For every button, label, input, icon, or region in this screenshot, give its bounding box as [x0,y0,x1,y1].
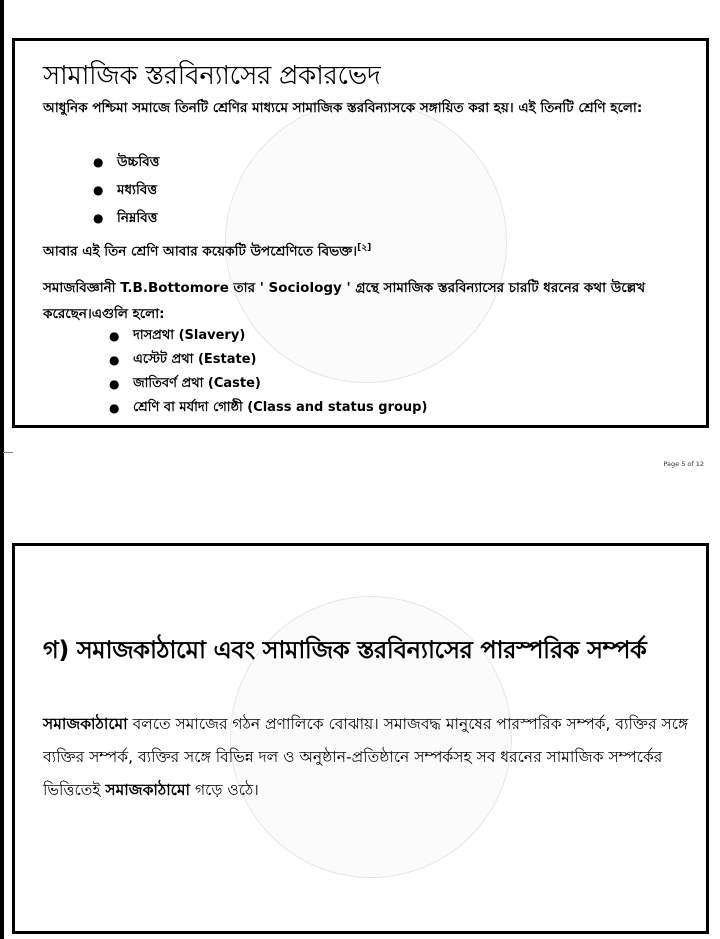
bullet-icon: ● [109,353,120,367]
bullet-icon: ● [93,155,104,169]
list-item: ● জাতিবর্ণ প্রথা (Caste) [133,372,427,396]
page-gap-marker [3,452,13,453]
section-heading: সামাজিক স্তরবিন্যাসের প্রকারভেদ [43,61,381,91]
list-item: ● এস্টেট প্রথা (Estate) [133,348,427,372]
highlighted-term: সমাজকাঠামো [105,781,191,799]
document-page-5 [12,38,709,428]
bullet-icon: ● [109,329,120,343]
list-item: ● শ্রেণি বা মর্যাদা গোষ্ঠী (Class and status group) [133,396,427,420]
bottomore-paragraph: সমাজবিজ্ঞানী T.B.Bottomore তার ' Sociology ' গ্রন্থে সামাজিক স্তরবিন্যাসের চারটি ধরনের কথা উল্লেখ করেছেন।এগুলি হলো: [43,280,646,322]
class-list [93,148,160,232]
list-item: ● দাসপ্রথা (Slavery) [133,324,427,348]
left-edge-bar [0,0,4,939]
page-number: Page 5 of 12 [663,460,704,468]
document-page-6 [12,543,709,934]
bullet-icon: ● [109,377,120,391]
section-heading: গ) সমাজকাঠামো এবং সামাজিক স্তরবিন্যাসের পারস্পরিক সম্পর্ক [43,636,647,664]
list-item: ● নিম্নবিত্ত [117,204,159,232]
bullet-icon: ● [109,401,120,415]
bullet-icon: ● [93,183,104,197]
stratification-type-list [109,324,428,420]
bullet-icon: ● [93,211,104,225]
subclass-paragraph: আবার এই তিন শ্রেণি আবার কয়েকটি উপশ্রেণিতে বিভক্ত।[২] [43,243,372,260]
list-item: ● মধ্যবিত্ত [117,176,159,204]
citation-marker[interactable]: [২] [357,243,372,253]
highlighted-term: সমাজকাঠামো [43,715,128,733]
intro-paragraph: আধুনিক পশ্চিমা সমাজে তিনটি শ্রেণির মাধ্যমে সামাজিক স্তরবিন্যাসকে সঙ্গায়িত করা হয়। এই তিনটি শ্রেণি হলো: [43,100,643,116]
list-item: ● উচ্চবিত্ত [117,148,159,176]
structure-paragraph: সমাজকাঠামো বলতে সমাজের গঠন প্রণালিকে বোঝায়। সমাজবদ্ধ মানুষের পারস্পরিক সম্পর্ক, ব্যক্তির সঙ্গে ব্যক্তির সম্পর্ক, ব্যক্তির সঙ্গে বিভিন্ন দল ও অনুষ্ঠান-প্রতিষ্ঠানে সম্পর্কসহ সব ধরনের সামাজিক সম্পর্কের ভিত্তিতেই সমাজকাঠামো গড়ে ওঠে। [43,715,689,799]
